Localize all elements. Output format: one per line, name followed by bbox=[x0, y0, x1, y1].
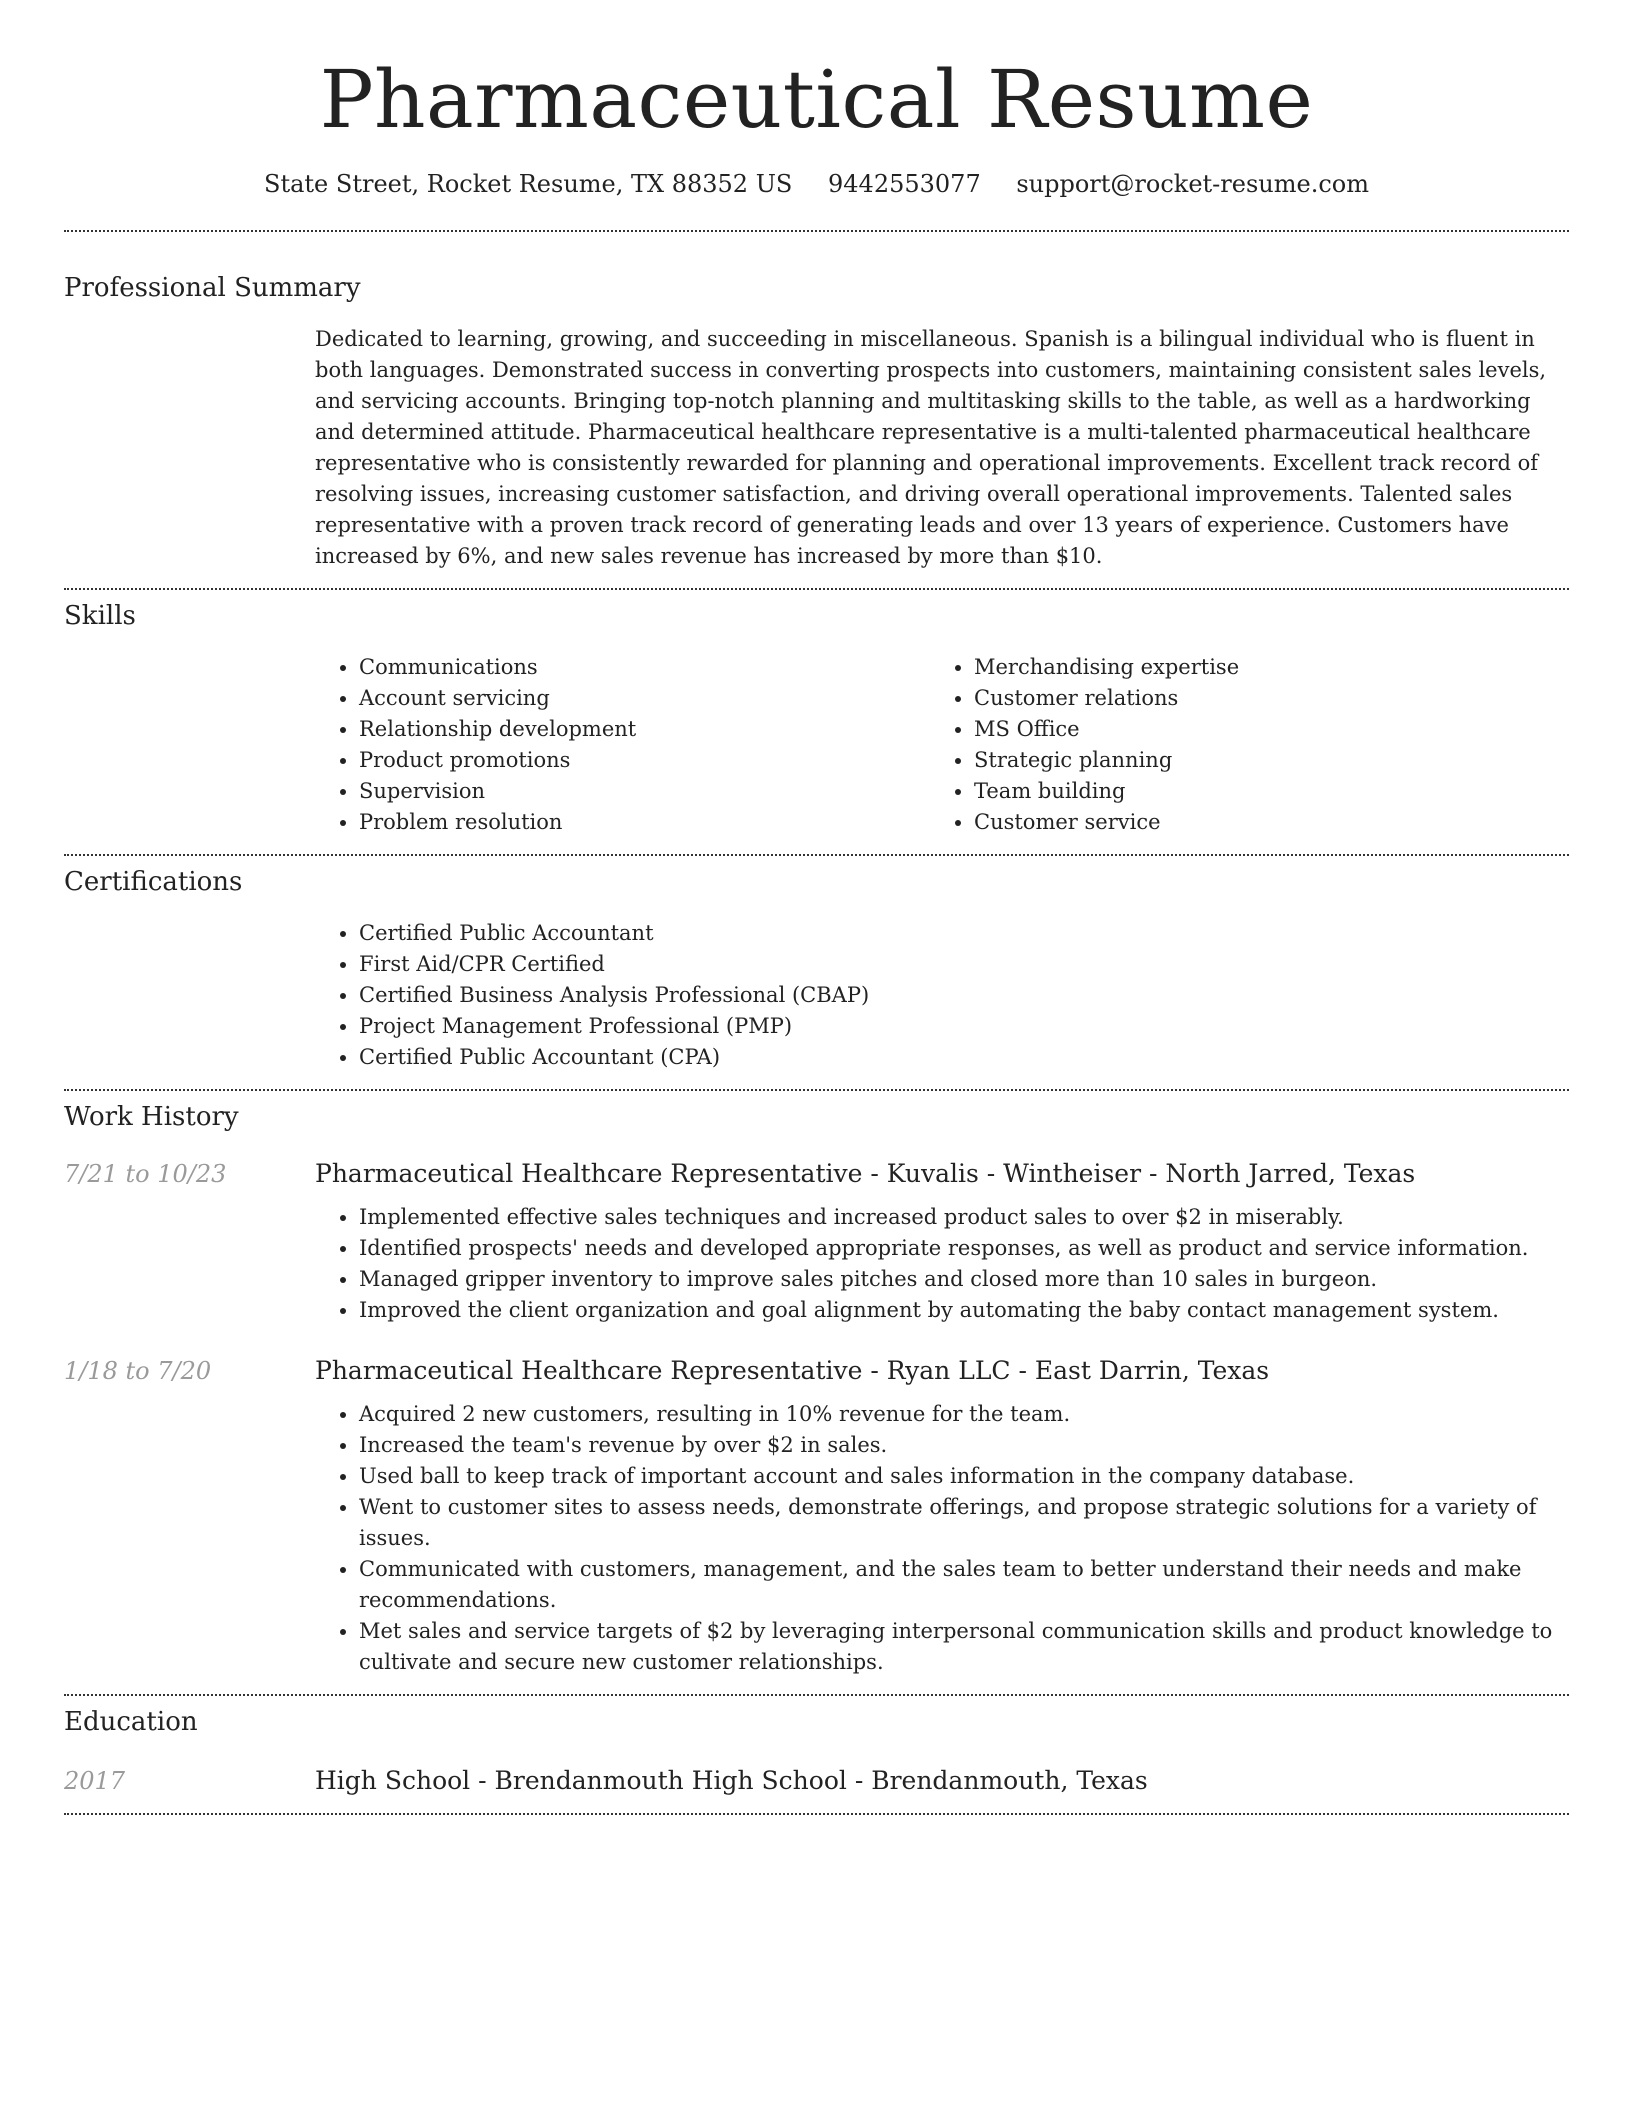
list-item: • Certified Business Analysis Professional (CBAP) bbox=[359, 980, 1569, 1011]
skills-list-right bbox=[930, 652, 1545, 838]
list-item: • Supervision bbox=[359, 776, 930, 807]
list-item: • Met sales and service targets of $2 by leveraging interpersonal communication skills and product knowledge to cultivate and secure new customer relationships. bbox=[359, 1616, 1569, 1678]
summary-title: Professional Summary bbox=[64, 273, 361, 303]
work-title: Work History bbox=[64, 1102, 239, 1132]
contact-line bbox=[64, 168, 1569, 200]
divider bbox=[64, 854, 1569, 856]
list-item: • Went to customer sites to assess needs, demonstrate offerings, and propose strategic solutions for a variety of issues. bbox=[359, 1492, 1569, 1554]
job-entry bbox=[64, 1356, 1569, 1678]
list-item: • Project Management Professional (PMP) bbox=[359, 1011, 1569, 1042]
divider bbox=[64, 1089, 1569, 1091]
resume-name: Pharmaceutical Resume bbox=[319, 53, 1314, 146]
divider bbox=[64, 230, 1569, 232]
list-item: • Strategic planning bbox=[974, 745, 1545, 776]
list-item: • Team building bbox=[974, 776, 1545, 807]
certifications-title: Certifications bbox=[64, 867, 243, 897]
list-item: • Product promotions bbox=[359, 745, 930, 776]
certifications-content bbox=[315, 918, 1569, 1073]
job-date: 7/21 to 10/23 bbox=[64, 1160, 227, 1188]
certifications-section bbox=[64, 866, 1569, 1073]
list-item: • Customer service bbox=[974, 807, 1545, 838]
list-item: • Identified prospects' needs and developed appropriate responses, as well as product and service information. bbox=[359, 1233, 1569, 1264]
job-bullet-list bbox=[315, 1202, 1569, 1326]
job-title: Pharmaceutical Healthcare Representative - Kuvalis - Wintheiser - North Jarred, Texas bbox=[315, 1159, 1416, 1188]
education-title: Education bbox=[64, 1707, 198, 1737]
list-item: • Implemented effective sales techniques and increased product sales to over $2 in miserably. bbox=[359, 1202, 1569, 1233]
job-title: Pharmaceutical Healthcare Representative - Ryan LLC - East Darrin, Texas bbox=[315, 1356, 1270, 1385]
job-bullet-list bbox=[315, 1399, 1569, 1678]
list-item: • Problem resolution bbox=[359, 807, 930, 838]
list-item: • MS Office bbox=[974, 714, 1545, 745]
list-item: • Increased the team's revenue by over $2 in sales. bbox=[359, 1430, 1569, 1461]
list-item: • Relationship development bbox=[359, 714, 930, 745]
divider bbox=[64, 588, 1569, 590]
education-section bbox=[64, 1706, 1569, 1795]
skills-title: Skills bbox=[64, 601, 136, 631]
skills-content bbox=[315, 652, 1569, 838]
list-item: • Acquired 2 new customers, resulting in 10% revenue for the team. bbox=[359, 1399, 1569, 1430]
job-header bbox=[64, 1356, 1569, 1385]
list-item: • Certified Public Accountant bbox=[359, 918, 1569, 949]
job-date: 1/18 to 7/20 bbox=[64, 1357, 212, 1385]
summary-section bbox=[64, 272, 1569, 572]
contact-address: State Street, Rocket Resume, TX 88352 US bbox=[264, 170, 793, 198]
education-entry-title: High School - Brendanmouth High School - Brendanmouth, Texas bbox=[315, 1766, 1148, 1795]
job-bullets bbox=[315, 1399, 1569, 1678]
list-item: • Used ball to keep track of important account and sales information in the company database. bbox=[359, 1461, 1569, 1492]
list-item: • Communicated with customers, management, and the sales team to better understand their needs and make recommendations. bbox=[359, 1554, 1569, 1616]
divider bbox=[64, 1694, 1569, 1696]
work-section bbox=[64, 1101, 1569, 1678]
list-item: • Improved the client organization and goal alignment by automating the baby contact management system. bbox=[359, 1295, 1569, 1326]
contact-email: support@rocket-resume.com bbox=[1016, 170, 1369, 198]
skills-list-left bbox=[315, 652, 930, 838]
skills-section bbox=[64, 600, 1569, 838]
education-date: 2017 bbox=[64, 1767, 126, 1795]
summary-text: Dedicated to learning, growing, and succeeding in miscellaneous. Spanish is a bilingual individual who is fluent in both languages. Demonstrated success in converting prospects into customers, maintaining consistent sales levels, and servicing accounts. Bringing top-notch planning and multitasking skills to the table, as well as a hardworking and determined attitude. Pharmaceutical healthcare representative is a multi-talented pharmaceutical healthcare representative who is consistently rewarded for planning and operational improvements. Excellent track record of resolving issues, increasing customer satisfaction, and driving overall operational improvements. Talented sales representative with a proven track record of generating leads and over 13 years of experience. Customers have increased by 6%, and new sales revenue has increased by more than $10. bbox=[315, 327, 1547, 568]
resume-page bbox=[64, 0, 1569, 1815]
job-bullets bbox=[315, 1202, 1569, 1326]
list-item: • Communications bbox=[359, 652, 930, 683]
divider bbox=[64, 1813, 1569, 1815]
certifications-list bbox=[315, 918, 1569, 1073]
list-item: • Merchandising expertise bbox=[974, 652, 1545, 683]
summary-content bbox=[315, 324, 1569, 572]
job-entry bbox=[64, 1159, 1569, 1326]
list-item: • First Aid/CPR Certified bbox=[359, 949, 1569, 980]
education-header bbox=[64, 1766, 1569, 1795]
job-header bbox=[64, 1159, 1569, 1188]
list-item: • Account servicing bbox=[359, 683, 930, 714]
list-item: • Certified Public Accountant (CPA) bbox=[359, 1042, 1569, 1073]
skills-grid bbox=[315, 652, 1569, 838]
contact-phone: 9442553077 bbox=[828, 170, 981, 198]
education-entry bbox=[64, 1766, 1569, 1795]
list-item: • Managed gripper inventory to improve sales pitches and closed more than 10 sales in burgeon. bbox=[359, 1264, 1569, 1295]
list-item: • Customer relations bbox=[974, 683, 1545, 714]
